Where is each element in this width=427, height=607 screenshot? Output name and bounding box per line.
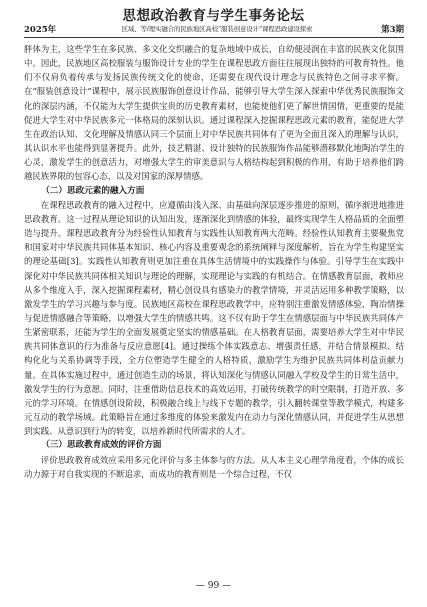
journal-title: 思想政治教育与学生事务论坛 [122, 8, 305, 24]
section-heading: （三）思政教育成效的评价方面 [41, 440, 162, 451]
header-divider [24, 37, 404, 38]
running-head-year: 2025年 [24, 25, 57, 35]
running-head-issue: 第3期 [381, 25, 404, 35]
page-number: — 99 — [195, 581, 232, 591]
section-heading: （二）思政元素的融入方面 [41, 185, 145, 196]
running-head [24, 23, 404, 35]
body-paragraph: 评价思政教育成效应采用多元化评价与多主体参与的方法。从人本主义心理学角度看，个体的成长动力源于对自我实现的不断追求，而成功的教育则是一个综合过程，不仅 [24, 454, 404, 479]
body-paragraph: 胖体为主，这些学生在多民族、多文化交织融合的复杂地域中成长，自幼便浸润在丰富的民族文化氛围中。因此，民族地区高校服装与服饰设计专业的学生在课程思政方面往往展现出独特的可教育特性。他们不仅肩负着传承与发扬民族传统文化的使命，还需要在现代设计理念与民族特色之间寻求平衡。在“服装创意设计”课程中，展示民族服饰创意设计作品，能够引导大学生深入探索中华优秀民族服饰文化的深层内涵，不仅能为大学生提供宝贵的历史教育素材，也能使他们更了解世情国情，更重要的是能促进大学生对中华民族多元一体格局的深刻认识。通过课程深入挖掘课程思政元素的教育，能促进大学生在政治认知、文化理解及情感认同三个层面上对中华民族共同体有了更为全面且深入的理解与认识，其认识水平也能得到显著提升。此外，技艺精湛、设计独特的民族服饰作品能够潜移默化地陶冶学生的心灵，激发学生的创意活力，对增强大学生的审美意识与人格结构起到积极的作用，有助于培养他们跨越民族界限的包容心态，以及对国家的深厚情感。 [24, 44, 404, 182]
body-paragraph: 在课程思政教育的融入过程中，应遵循由浅入深、由基础向深层逐步推进的原则，循序渐进地推进思政教育。这一过程从理论知识的认知出发，逐渐深化到情感的体验，最终实现学生人格品质的全面塑造与提升。课程思政教育分为经验性认知教育与实践性认知教育两大范畴。经验性认知教育主要聚焦党和国家对中华民族共同体基本知识、核心内容及重要观念的系统阐释与深度解析，旨在为学生构建坚实的理论基础[3]。实践性认知教育则更加注重在具体生活情境中的实践操作与体验。引导学生在实践中深化对中华民族共同体相关知识与理论的理解，实现理论与实践的有机结合。在情感教育层面，教师应从多个维度入手，深入挖掘课程素材，精心创设具有感染力的教学情境，并灵活运用多种教学策略，以激发学生的学习兴趣与参与度。民族地区高校在课程思政教学中，应特别注重激发情感体验，陶冶情操与促进情感融合等策略，以增强大学生的情感共鸣。这不仅有助于学生在情感层面与中华民族共同体产生紧密联系，还能为学生的全面发展奠定坚实的情感基础。在人格教育层面，需要培养大学生对中华民族共同体意识的行为准备与反应意愿[4]。通过操练个体实践意志、增强责任感，并结合情景模拟、结构化化与关系协调等手段，全方位塑造学生健全的人格特质，激励学生为维护民族共同体利益贡献力量。在具体实施过程中，通过创造生动的场景，将认知深化与情感认同融入学校及学生的日常生活中，激发学生的行为意愿。同时，注重借助信息技术的高效运用，打破传统教学的时空限制，打造开放、多元的学习环境。在情感创设阶段，积极融合线上与线下专题的教学，引入翻转课堂等教学模式，构建多元互动的教学场域。此策略旨在通过多维度的体验来激发内在动力与深化情感认同，并促进学生从思想到实践、从意识到行为的转变，以培养新时代所需求的人才。 [24, 199, 404, 437]
article-body [24, 42, 404, 481]
running-head-article-title: 区域、等/理实融合的民族地区高校“服装创意设计”课程思政建设探索 [121, 24, 313, 33]
